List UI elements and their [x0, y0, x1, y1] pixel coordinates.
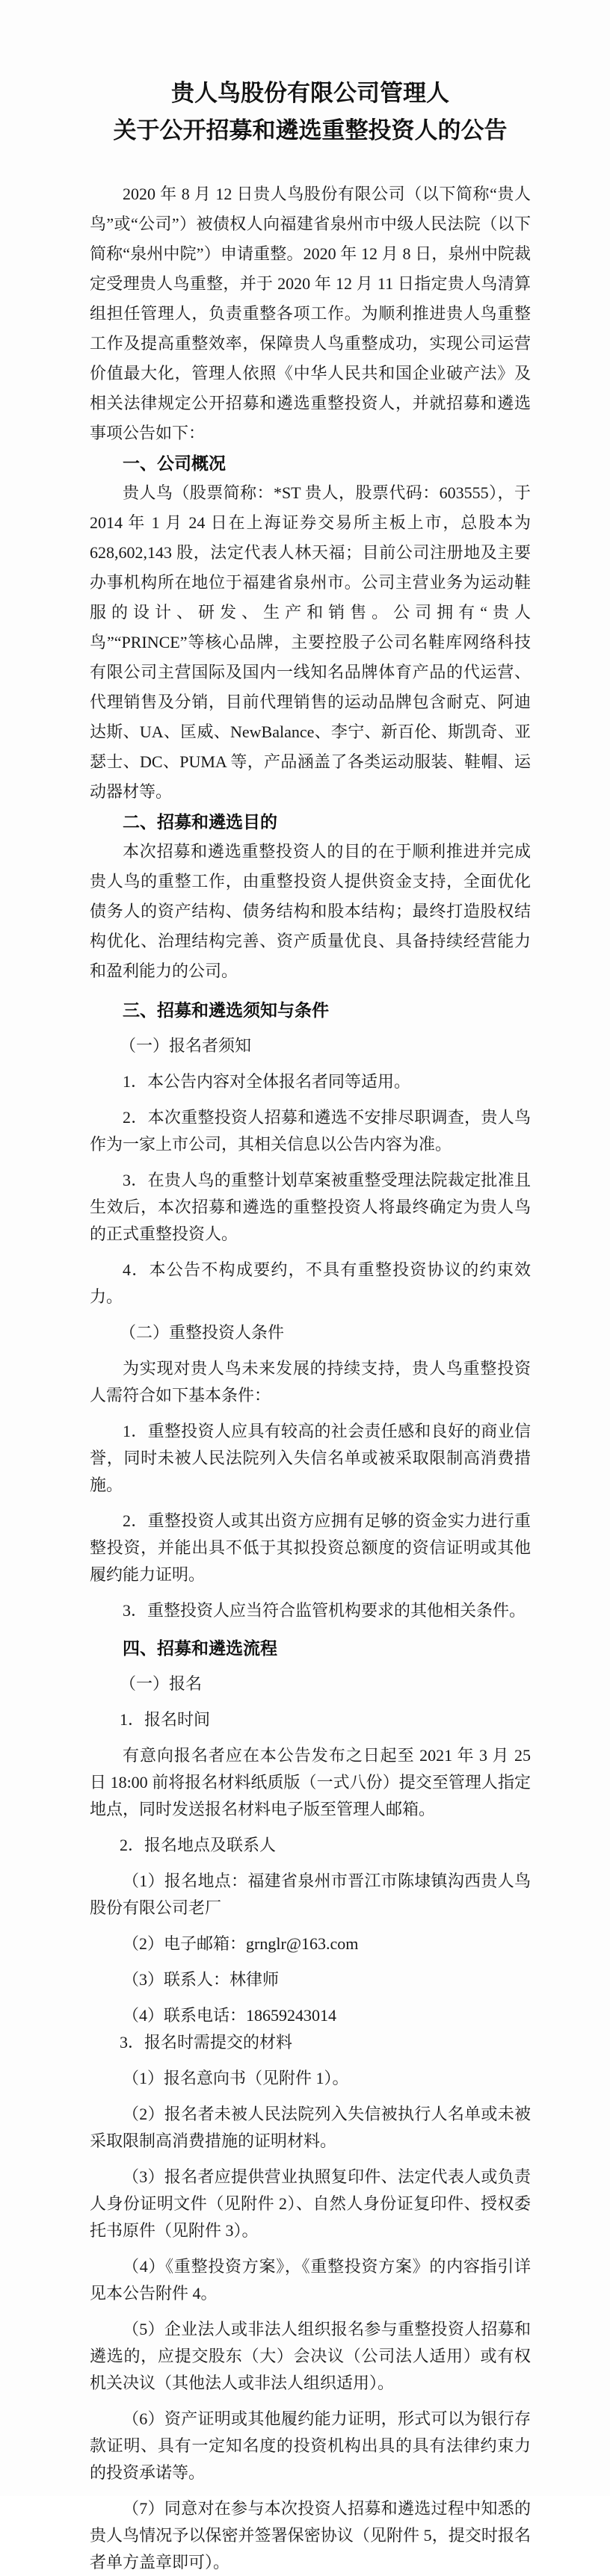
item-material-5: （5）企业法人或非法人组织报名参与重整投资人招募和遴选的，应提交股东（大）会决议（公司法人适用）或有权机关决议（其他法人或非法人组织适用）。	[90, 2320, 531, 2392]
para-opening: 2020 年 8 月 12 日贵人鸟股份有限公司（以下简称“贵人鸟”或“公司”）被债权人向福建省泉州市中级人民法院（以下简称“泉州中院”）申请重整。2020 年 12 月 8 日，泉州中院裁定受理贵人鸟重整，并于 2020 年 12 月 11 日指定贵人鸟清算组担任管理人，负责重整各项工作。为顺利推进贵人鸟重整工作及提高重整效率，保障贵人鸟重整成功，实现公司运营价值最大化，管理人依照《中华人民共和国企业破产法》及相关法律规定公开招募和遴选重整投资人，并就招募和遴选事项公告如下：	[90, 185, 531, 442]
heading-notice-conditions: 三、招募和遴选须知与条件	[123, 1000, 329, 1020]
para-purpose: 本次招募和遴选重整投资人的目的在于顺利推进并完成贵人鸟的重整工作，由重整投资人提供资金支持，全面优化债务人的资产结构、债务结构和股本结构；最终打造股权结构优化、治理结构完善、资产质量优良、具备持续经营能力和盈利能力的公司。	[90, 842, 531, 980]
heading-company-overview: 一、公司概况	[123, 453, 226, 473]
heading-purpose: 二、招募和遴选目的	[123, 812, 277, 832]
item-contact-address: （1）报名地点：福建省泉州市晋江市陈埭镇沟西贵人鸟股份有限公司老厂	[90, 1871, 531, 1917]
item-contact-person: （3）联系人：林律师	[123, 1970, 280, 1989]
item-contact-email: （2）电子邮箱：grnglr@163.com	[123, 1934, 359, 1953]
subheading-applicant-notice: （一）报名者须知	[120, 1036, 252, 1055]
subsubheading-location-contact: 2．报名地点及联系人	[120, 1836, 277, 1854]
item-condition-2: 2．重整投资人或其出资方应拥有足够的资金实力进行重整投资，并能出具不低于其拟投资总额度的资信证明或其他履约能力证明。	[90, 1511, 531, 1584]
heading-process: 四、招募和遴选流程	[123, 1638, 277, 1658]
page-title	[90, 75, 531, 149]
doc-title-line-1: 贵人鸟股份有限公司管理人	[171, 80, 449, 106]
item-material-2: （2）报名者未被人民法院列入失信被执行人名单或未被采取限制高消费措施的证明材料。	[90, 2105, 531, 2150]
item-condition-3: 3．重整投资人应当符合监管机构要求的其他相关条件。	[123, 1601, 526, 1620]
para-registration-time: 有意向报名者应在本公告发布之日起至 2021 年 3 月 25 日 18:00 前将报名材料纸质版（一式八份）提交至管理人指定地点，同时发送报名材料电子版至管理人邮箱。	[90, 1746, 531, 1818]
item-material-6: （6）资产证明或其他履约能力证明，形式可以为银行存款证明、具有一定知名度的投资机构出具的具有法律约束力的投资承诺等。	[90, 2409, 531, 2482]
doc-title-line-2: 关于公开招募和遴选重整投资人的公告	[113, 117, 508, 143]
item-contact-phone: （4）联系电话：18659243014	[123, 2006, 337, 2025]
item-notice-2: 2．本次重整投资人招募和遴选不安排尽职调查，贵人鸟作为一家上市公司，其相关信息以公告内容为准。	[90, 1108, 531, 1154]
para-conditions-intro: 为实现对贵人鸟未来发展的持续支持，贵人鸟重整投资人需符合如下基本条件：	[90, 1359, 531, 1405]
subheading-investor-conditions: （二）重整投资人条件	[120, 1323, 285, 1342]
item-material-1: （1）报名意向书（见附件 1）。	[123, 2069, 349, 2087]
item-material-7: （7）同意对在参与本次投资人招募和遴选过程中知悉的贵人鸟情况予以保密并签署保密协议（见附件 5，提交时报名者单方盖章即可）。	[90, 2499, 531, 2572]
subsubheading-materials: 3．报名时需提交的材料	[120, 2033, 293, 2052]
subheading-registration: （一）报名	[120, 1674, 203, 1693]
item-notice-4: 4．本公告不构成要约，不具有重整投资协议的约束效力。	[90, 1260, 531, 1306]
item-notice-1: 1．本公告内容对全体报名者同等适用。	[123, 1072, 411, 1091]
item-condition-1: 1．重整投资人应具有较高的社会责任感和良好的商业信誉，同时未被人民法院列入失信名单或被采取限制高消费措施。	[90, 1422, 531, 1494]
item-material-3: （3）报名者应提供营业执照复印件、法定代表人或负责人身份证明文件（见附件 2）、自然人身份证复印件、授权委托书原件（见附件 3）。	[90, 2167, 531, 2240]
item-material-4: （4）《重整投资方案》，《重整投资方案》的内容指引详见本公告附件 4。	[90, 2257, 531, 2303]
para-company-overview: 贵人鸟（股票简称：*ST 贵人，股票代码：603555），于 2014 年 1 月 24 日在上海证券交易所主板上市，总股本为 628,602,143 股，法定代表人林天福；目前公司注册地及主要办事机构所在地位于福建省泉州市。公司主营业务为运动鞋服的设计、研发、生产和销售。公司拥有“贵人鸟”“PRINCE”等核心品牌，主要控股子公司名鞋库网络科技有限公司主营国际及国内一线知名品牌体育产品的代运营、代理销售及分销，目前代理销售的运动品牌包含耐克、阿迪达斯、UA、匡威、NewBalance、李宁、新百伦、斯凯奇、亚瑟士、DC、PUMA 等，产品涵盖了各类运动服装、鞋帽、运动器材等。	[90, 483, 531, 801]
item-notice-3: 3．在贵人鸟的重整计划草案被重整受理法院裁定批准且生效后，本次招募和遴选的重整投资人将最终确定为贵人鸟的正式重整投资人。	[90, 1171, 531, 1243]
subsubheading-time: 1．报名时间	[120, 1710, 211, 1729]
